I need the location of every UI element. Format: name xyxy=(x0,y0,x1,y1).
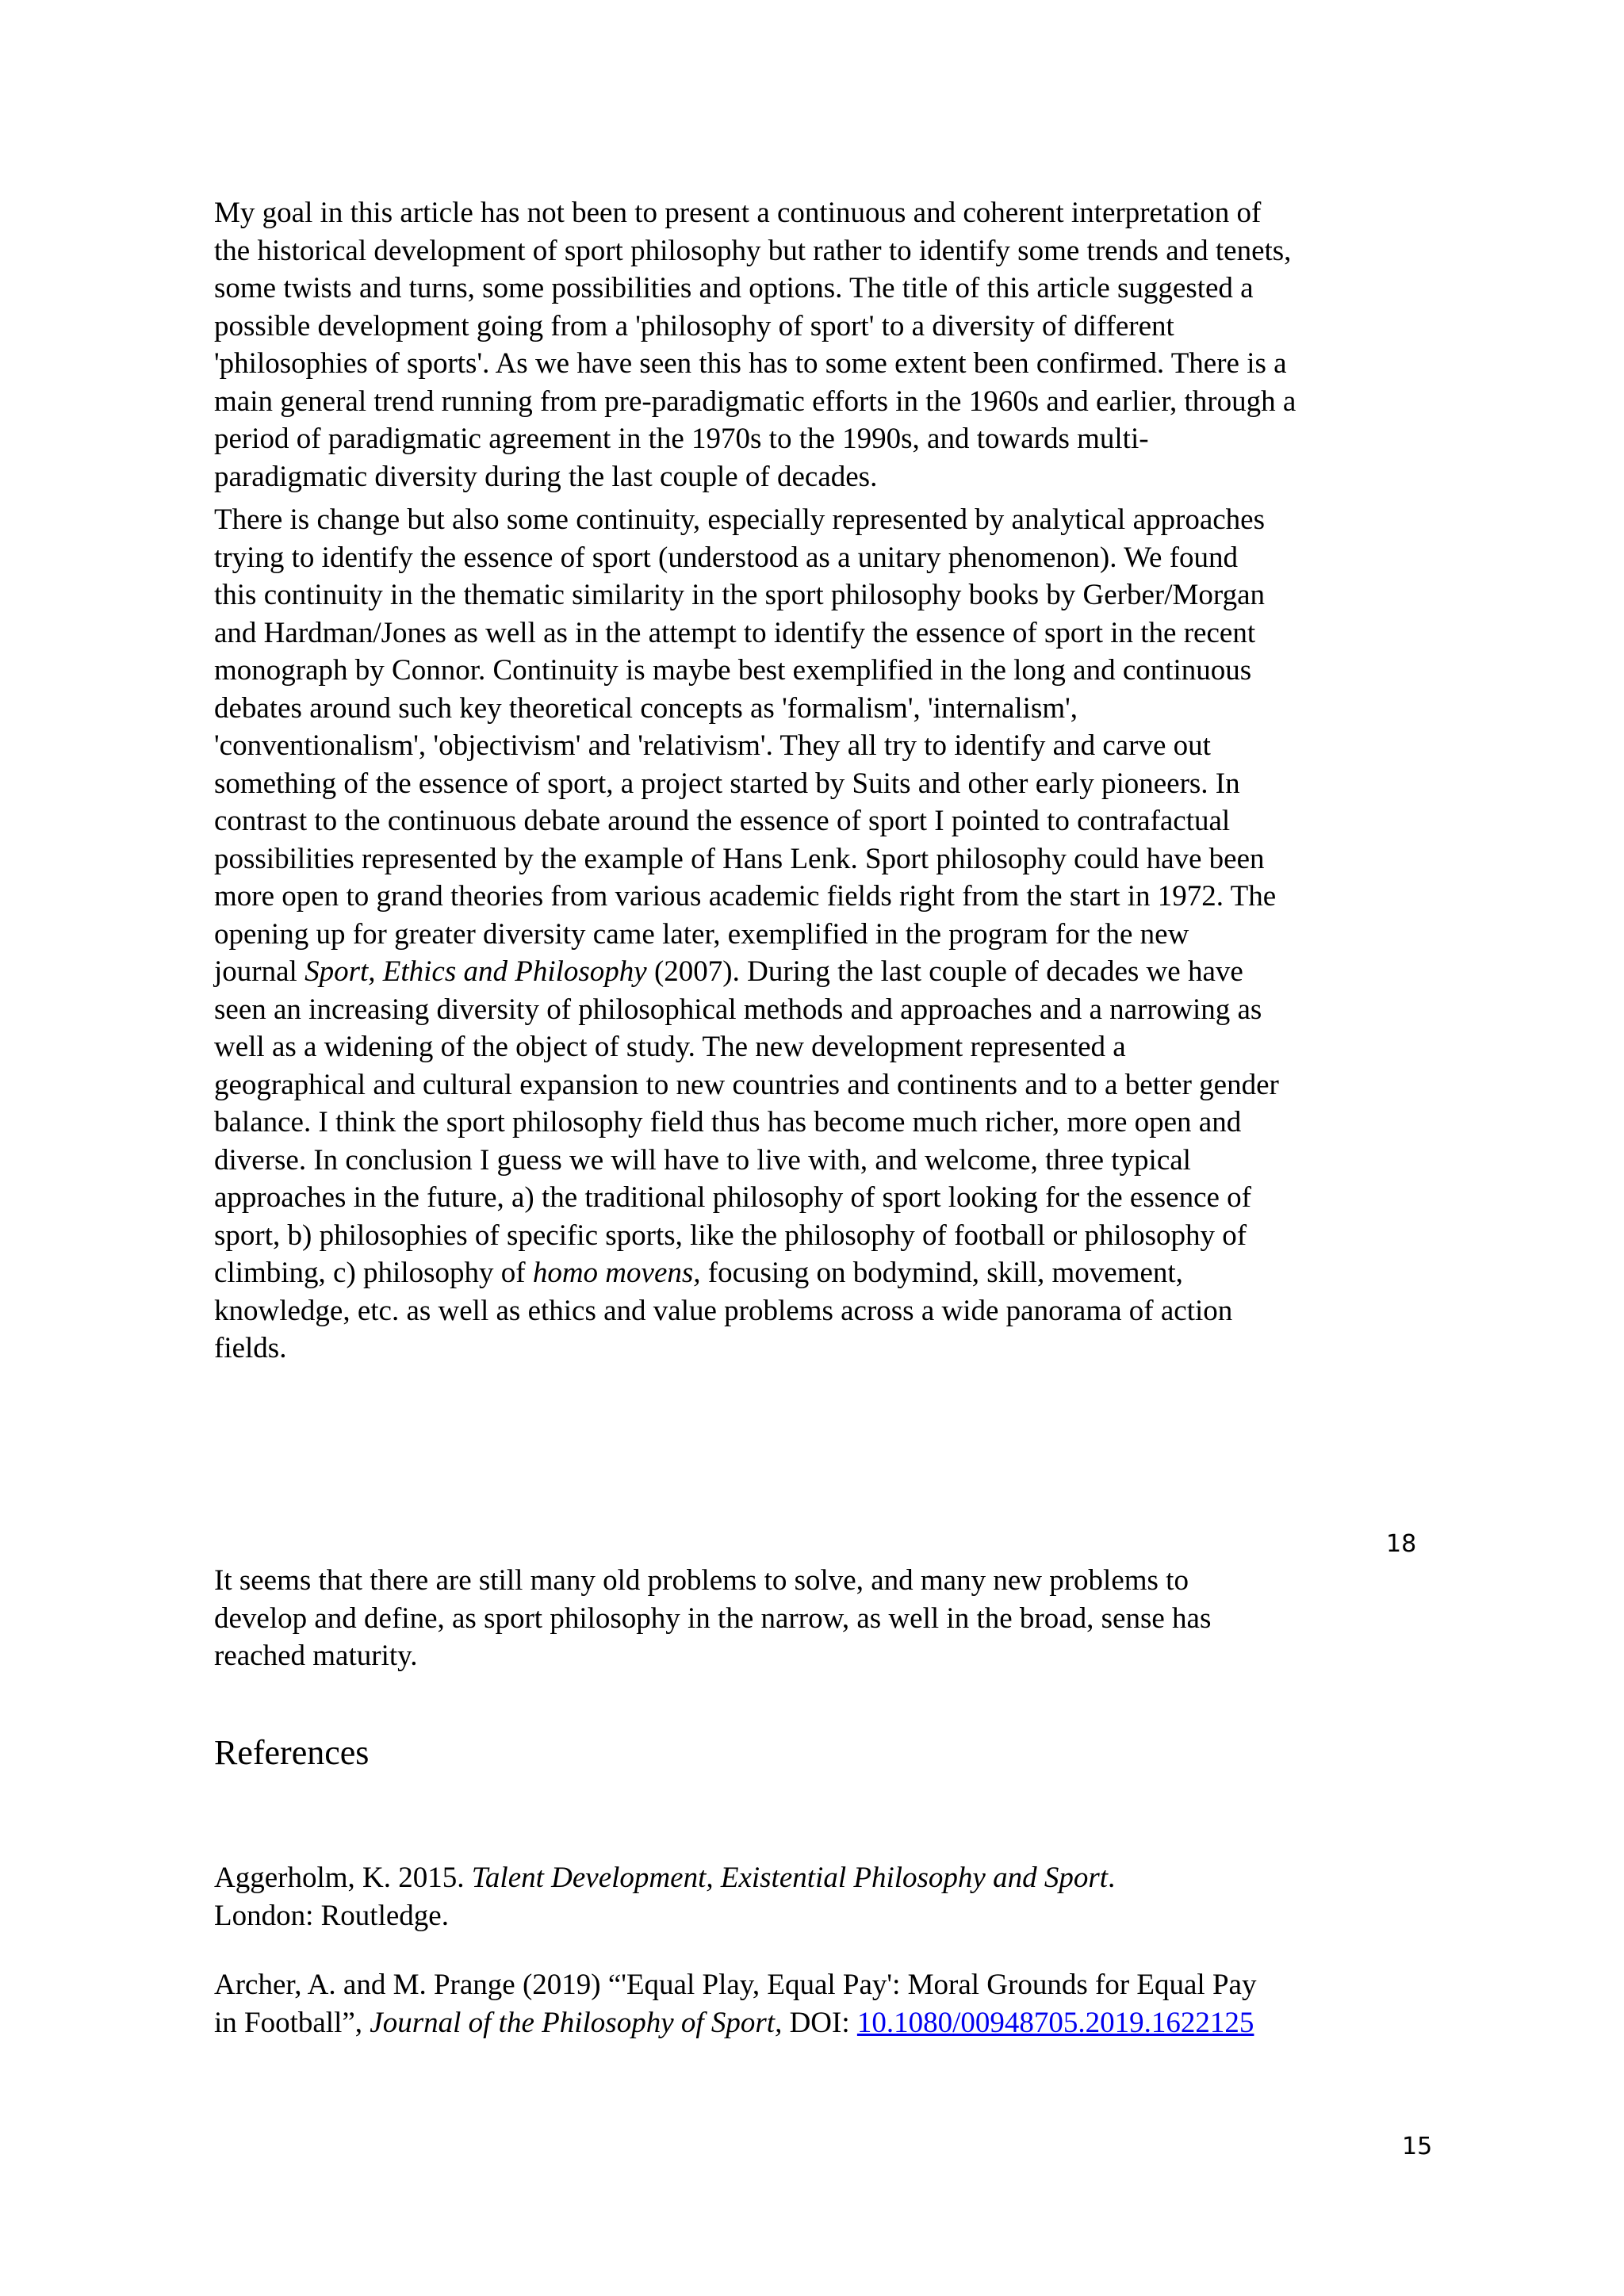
reference-line: Archer, A. and M. Prange (2019) “'Equal Play, Equal Pay': Moral Grounds for Equal Pay xyxy=(214,1969,1257,2001)
text-line: and Hardman/Jones as well as in the attempt to identify the essence of sport in the recent xyxy=(214,616,1256,649)
reference-aggerholm xyxy=(214,1859,1115,1934)
text-line: seen an increasing diversity of philosophical methods and approaches and a narrowing as xyxy=(214,993,1262,1026)
text-line: fields. xyxy=(214,1332,287,1364)
text-line: more open to grand theories from various academic fields right from the start in 1972. The xyxy=(214,880,1277,913)
page-number: 15 xyxy=(1402,2133,1433,2160)
text-span: (2007). During the last couple of decades we have xyxy=(646,955,1243,988)
text-line: sport, b) philosophies of specific sports, like the philosophy of football or philosophy of xyxy=(214,1219,1247,1252)
text-line: some twists and turns, some possibilities and options. The title of this article suggested a xyxy=(214,272,1254,304)
text-line: approaches in the future, a) the traditional philosophy of sport looking for the essence of xyxy=(214,1181,1251,1214)
reference-publisher: London: Routledge. xyxy=(214,1899,449,1932)
text-line: geographical and cultural expansion to new countries and continents and to a better gender xyxy=(214,1068,1279,1101)
text-line: balance. I think the sport philosophy field thus has become much richer, more open and xyxy=(214,1106,1242,1138)
reference-archer xyxy=(214,1966,1256,2042)
references-heading: References xyxy=(214,1733,370,1772)
text-line: There is change but also some continuity, especially represented by analytical approaches xyxy=(214,503,1265,536)
text-span: . xyxy=(1108,1862,1116,1894)
text-line: 'conventionalism', 'objectivism' and 'relativism'. They all try to identify and carve out xyxy=(214,729,1211,762)
homo-movens-italic: homo movens, xyxy=(532,1257,701,1289)
text-line: develop and define, as sport philosophy in the narrow, as well in the broad, sense has xyxy=(214,1601,1212,1635)
journal-title-italic: Sport, Ethics and Philosophy xyxy=(304,955,647,988)
text-line: reached maturity. xyxy=(214,1640,418,1672)
reference-author-year: Aggerholm, K. 2015. xyxy=(214,1862,472,1894)
text-line: something of the essence of sport, a project started by Suits and other early pioneers. In xyxy=(214,767,1240,800)
doi-link[interactable]: 10.1080/00948705.2019.1622125 xyxy=(856,2006,1254,2039)
paragraph-conclusion-1 xyxy=(214,194,1435,496)
reference-line xyxy=(214,2004,1256,2042)
text-line: contrast to the continuous debate around the essence of sport I pointed to contrafactual xyxy=(214,805,1231,837)
reference-title-italic: Talent Development, Existential Philosophy and Sport xyxy=(471,1862,1109,1894)
text-line-homo-movens xyxy=(214,1254,1435,1292)
reference-line xyxy=(214,1859,1115,1897)
reference-journal-italic: Journal of the Philosophy of Sport, xyxy=(370,2006,783,2039)
text-line: My goal in this article has not been to present a continuous and coherent interpretation of xyxy=(214,197,1262,229)
text-line: well as a widening of the object of study. The new development represented a xyxy=(214,1031,1126,1063)
footnote-number: 18 xyxy=(1386,1530,1417,1558)
text-line: this continuity in the thematic similarity in the sport philosophy books by Gerber/Morgan xyxy=(214,579,1265,611)
paragraph-closing xyxy=(214,1562,1435,1675)
text-line: possibilities represented by the example of Hans Lenk. Sport philosophy could have been xyxy=(214,842,1265,875)
text-line: paradigmatic diversity during the last couple of decades. xyxy=(214,460,878,493)
paragraph-conclusion-2 xyxy=(214,501,1435,1368)
text-line: opening up for greater diversity came later, exemplified in the program for the new xyxy=(214,917,1189,951)
doi-label: DOI: xyxy=(782,2006,857,2039)
text-line: knowledge, etc. as well as ethics and value problems across a wide panorama of action xyxy=(214,1294,1233,1327)
text-line-journal xyxy=(214,953,1435,991)
text-line: monograph by Connor. Continuity is maybe best exemplified in the long and continuous xyxy=(214,654,1252,687)
text-line: 'philosophies of sports'. As we have seen this has to some extent been confirmed. There is a xyxy=(214,347,1287,380)
text-span: focusing on bodymind, skill, movement, xyxy=(700,1257,1183,1289)
text-line: period of paradigmatic agreement in the 1970s to the 1990s, and towards multi- xyxy=(214,423,1149,455)
text-span: climbing, c) philosophy of xyxy=(214,1257,533,1289)
text-line: the historical development of sport philosophy but rather to identify some trends and tenets, xyxy=(214,234,1292,267)
text-line: It seems that there are still many old problems to solve, and many new problems to xyxy=(214,1564,1189,1597)
text-line: debates around such key theoretical concepts as 'formalism', 'internalism', xyxy=(214,691,1078,725)
text-line: diverse. In conclusion I guess we will have to live with, and welcome, three typical xyxy=(214,1143,1191,1177)
text-line: possible development going from a 'philosophy of sport' to a diversity of different xyxy=(214,309,1174,342)
text-span: in Football”, xyxy=(214,2006,370,2039)
text-line: main general trend running from pre-paradigmatic efforts in the 1960s and earlier, through a xyxy=(214,385,1297,418)
text-line: trying to identify the essence of sport (understood as a unitary phenomenon). We found xyxy=(214,541,1239,574)
text-span: journal xyxy=(214,955,305,988)
